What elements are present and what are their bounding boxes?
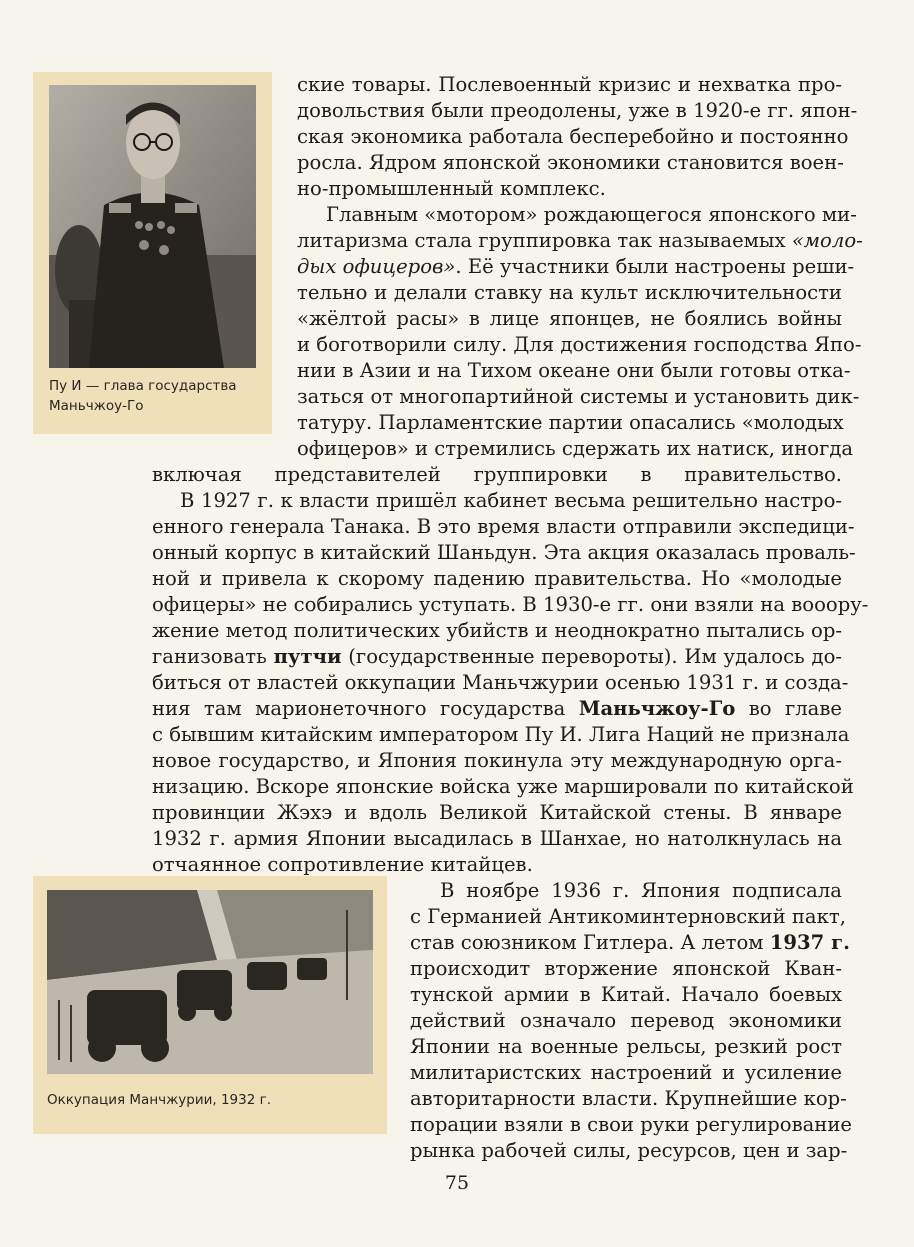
figure-portrait — [33, 72, 272, 434]
text-line: ские товары. Послевоенный кризис и нехватка про- — [297, 73, 842, 96]
text-line — [297, 228, 863, 254]
text-line: порации взяли в свои руки регулирование — [410, 1113, 852, 1136]
text-line: и боготворили силу. Для достижения господства Япо- — [297, 333, 862, 356]
text-line: новое государство, и Япония покинула эту международную орга- — [152, 749, 842, 772]
text-line: но-промышленный комплекс. — [297, 177, 606, 200]
text-line: происходит вторжение японской Кван- — [410, 957, 842, 980]
text-line — [297, 254, 855, 280]
text-line: отчаянное сопротивление китайцев. — [152, 853, 533, 876]
term-bold: Маньчжоу-Го — [578, 697, 736, 720]
text-line: провинции Жэхэ и вдоль Великой Китайской стены. В январе — [152, 801, 842, 824]
text-line: включая представителей группировки в правительство. — [152, 463, 842, 486]
occupation-caption: Оккупация Манчжурии, 1932 г. — [47, 1092, 272, 1108]
text-line: низацию. Вскоре японские войска уже маршировали по китайской — [152, 775, 854, 798]
text-line: нии в Азии и на Тихом океане они были готовы отка- — [297, 359, 851, 382]
text-line: жение метод политических убийств и неоднократно пытались ор- — [152, 619, 842, 642]
text-line: ская экономика работала бесперебойно и постоянно — [297, 125, 849, 148]
text-line — [410, 930, 850, 956]
text-segment: ганизовать — [152, 645, 274, 668]
text-line: енного генерала Танака. В это время власти отправили экспедици- — [152, 515, 855, 538]
text-line: Главным «мотором» рождающегося японского ми- — [326, 203, 857, 226]
text-line: В 1927 г. к власти пришёл кабинет весьма решительно настро- — [180, 489, 842, 512]
text-line: росла. Ядром японской экономики становится воен- — [297, 151, 844, 174]
text-line: Японии на военные рельсы, резкий рост — [410, 1035, 842, 1058]
text-segment: ния там марионеточного государства — [152, 697, 579, 720]
text-line: заться от многопартийной системы и установить дик- — [297, 385, 860, 408]
text-line: авторитарности власти. Крупнейшие кор- — [410, 1087, 847, 1110]
term-bold: путчи — [273, 645, 342, 668]
term-bold: 1937 г. — [769, 931, 850, 954]
text-line: онный корпус в китайский Шаньдун. Эта акция оказалась проваль- — [152, 541, 856, 564]
text-segment: литаризма стала группировка так называемых — [297, 229, 792, 252]
term-italic: «моло- — [791, 229, 863, 252]
text-line: милитаристских настроений и усиление — [410, 1061, 842, 1084]
text-line: с Германией Антикоминтерновский пакт, — [410, 905, 846, 928]
text-line: В ноябре 1936 г. Япония подписала — [440, 879, 842, 902]
text-segment: став союзником Гитлера. А летом — [410, 931, 770, 954]
portrait-caption: Пу И — глава государства Маньчжоу-Го — [49, 378, 237, 414]
text-segment: . Её участники были настроены реши- — [455, 255, 855, 278]
term-italic: дых офицеров» — [297, 255, 456, 278]
figure-occupation — [33, 876, 387, 1134]
text-line: довольствия были преодолены, уже в 1920-е гг. япон- — [297, 99, 858, 122]
text-line: татуру. Парламентские партии опасались «молодых — [297, 411, 844, 434]
text-line: тельно и делали ставку на культ исключительности — [297, 281, 842, 304]
text-line — [152, 644, 842, 670]
text-line: действий означало перевод экономики — [410, 1009, 842, 1032]
text-line: офицеров» и стремились сдержать их натиск, иногда — [297, 437, 854, 460]
text-line: с бывшим китайским императором Пу И. Лига Наций не признала — [152, 723, 850, 746]
text-line: биться от властей оккупации Маньчжурии осенью 1931 г. и созда- — [152, 671, 849, 694]
text-line: ной и привела к скорому падению правительства. Но «молодые — [152, 567, 842, 590]
text-segment: во главе — [735, 697, 842, 720]
text-line: офицеры» не собирались уступать. В 1930-е гг. они взяли на вооору- — [152, 593, 869, 616]
page-number: 75 — [444, 1172, 470, 1194]
text-line: рынка рабочей силы, ресурсов, цен и зар- — [410, 1139, 848, 1162]
portrait-photo — [49, 85, 256, 368]
text-line: 1932 г. армия Японии высадилась в Шанхае, но натолкнулась на — [152, 827, 842, 850]
occupation-photo — [47, 890, 373, 1074]
text-line: тунской армии в Китай. Начало боевых — [410, 983, 842, 1006]
text-segment: (государственные перевороты). Им удалось до- — [341, 645, 842, 668]
text-line — [152, 696, 842, 722]
text-line: «жёлтой расы» в лице японцев, не боялись войны — [297, 307, 842, 330]
